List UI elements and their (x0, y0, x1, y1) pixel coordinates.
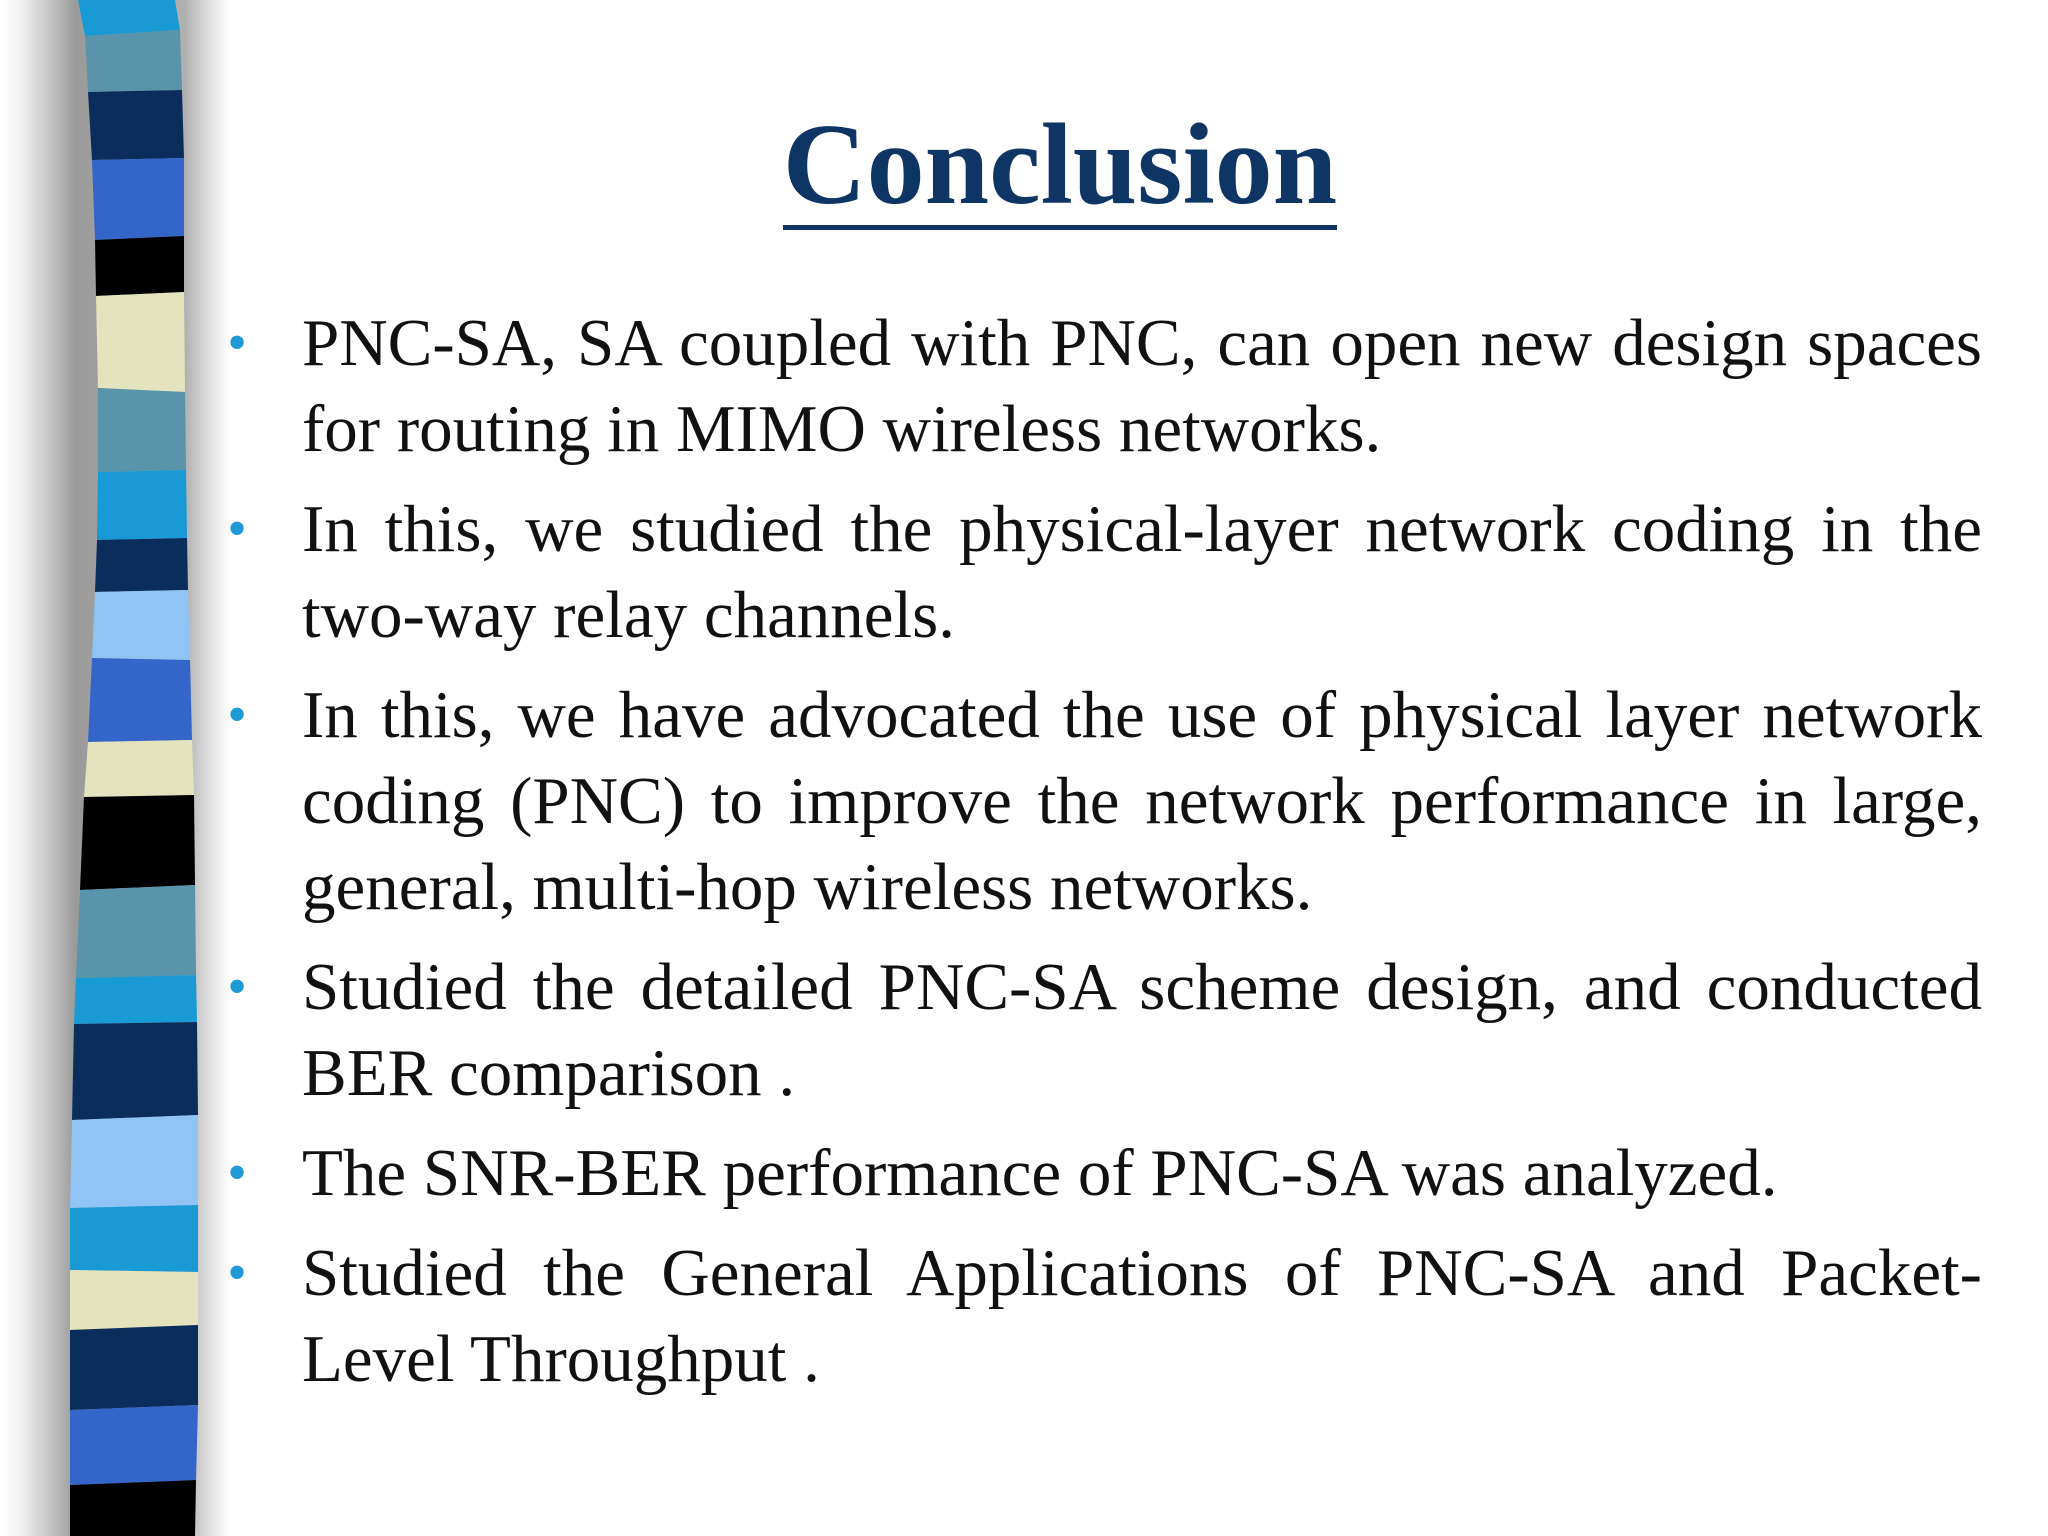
bullet-text: The SNR-BER performance of PNC-SA was analyzed. (302, 1136, 1778, 1210)
bullet-text: In this, we have advocated the use of physical layer network coding (PNC) to improve the network performance in large, general, multi-hop wireless networks. (302, 678, 1982, 924)
decorative-left-strip (0, 0, 230, 1536)
bullet-item (222, 1230, 1982, 1402)
bullet-dot-icon: • (227, 1242, 247, 1304)
bullet-item (222, 944, 1982, 1116)
bullet-dot-icon: • (227, 684, 247, 746)
bullet-text: PNC-SA, SA coupled with PNC, can open new design spaces for routing in MIMO wireless networks. (302, 306, 1982, 466)
bullet-item (222, 672, 1982, 930)
bullet-list (222, 300, 1982, 1416)
bullet-text: Studied the detailed PNC-SA scheme design, and conducted BER comparison . (302, 950, 1982, 1110)
bullet-text: In this, we studied the physical-layer network coding in the two-way relay channels. (302, 492, 1982, 652)
bullet-text: Studied the General Applications of PNC-SA and Packet-Level Throughput . (302, 1236, 1982, 1396)
bullet-item (222, 1130, 1982, 1216)
strip-svg (0, 0, 230, 1536)
bullet-item (222, 486, 1982, 658)
bullet-item (222, 300, 1982, 472)
bullet-dot-icon: • (227, 1142, 247, 1204)
bullet-dot-icon: • (227, 312, 247, 374)
bullet-dot-icon: • (227, 956, 247, 1018)
bullet-dot-icon: • (227, 498, 247, 560)
title-container (230, 101, 1890, 230)
slide-title: Conclusion (782, 101, 1338, 229)
